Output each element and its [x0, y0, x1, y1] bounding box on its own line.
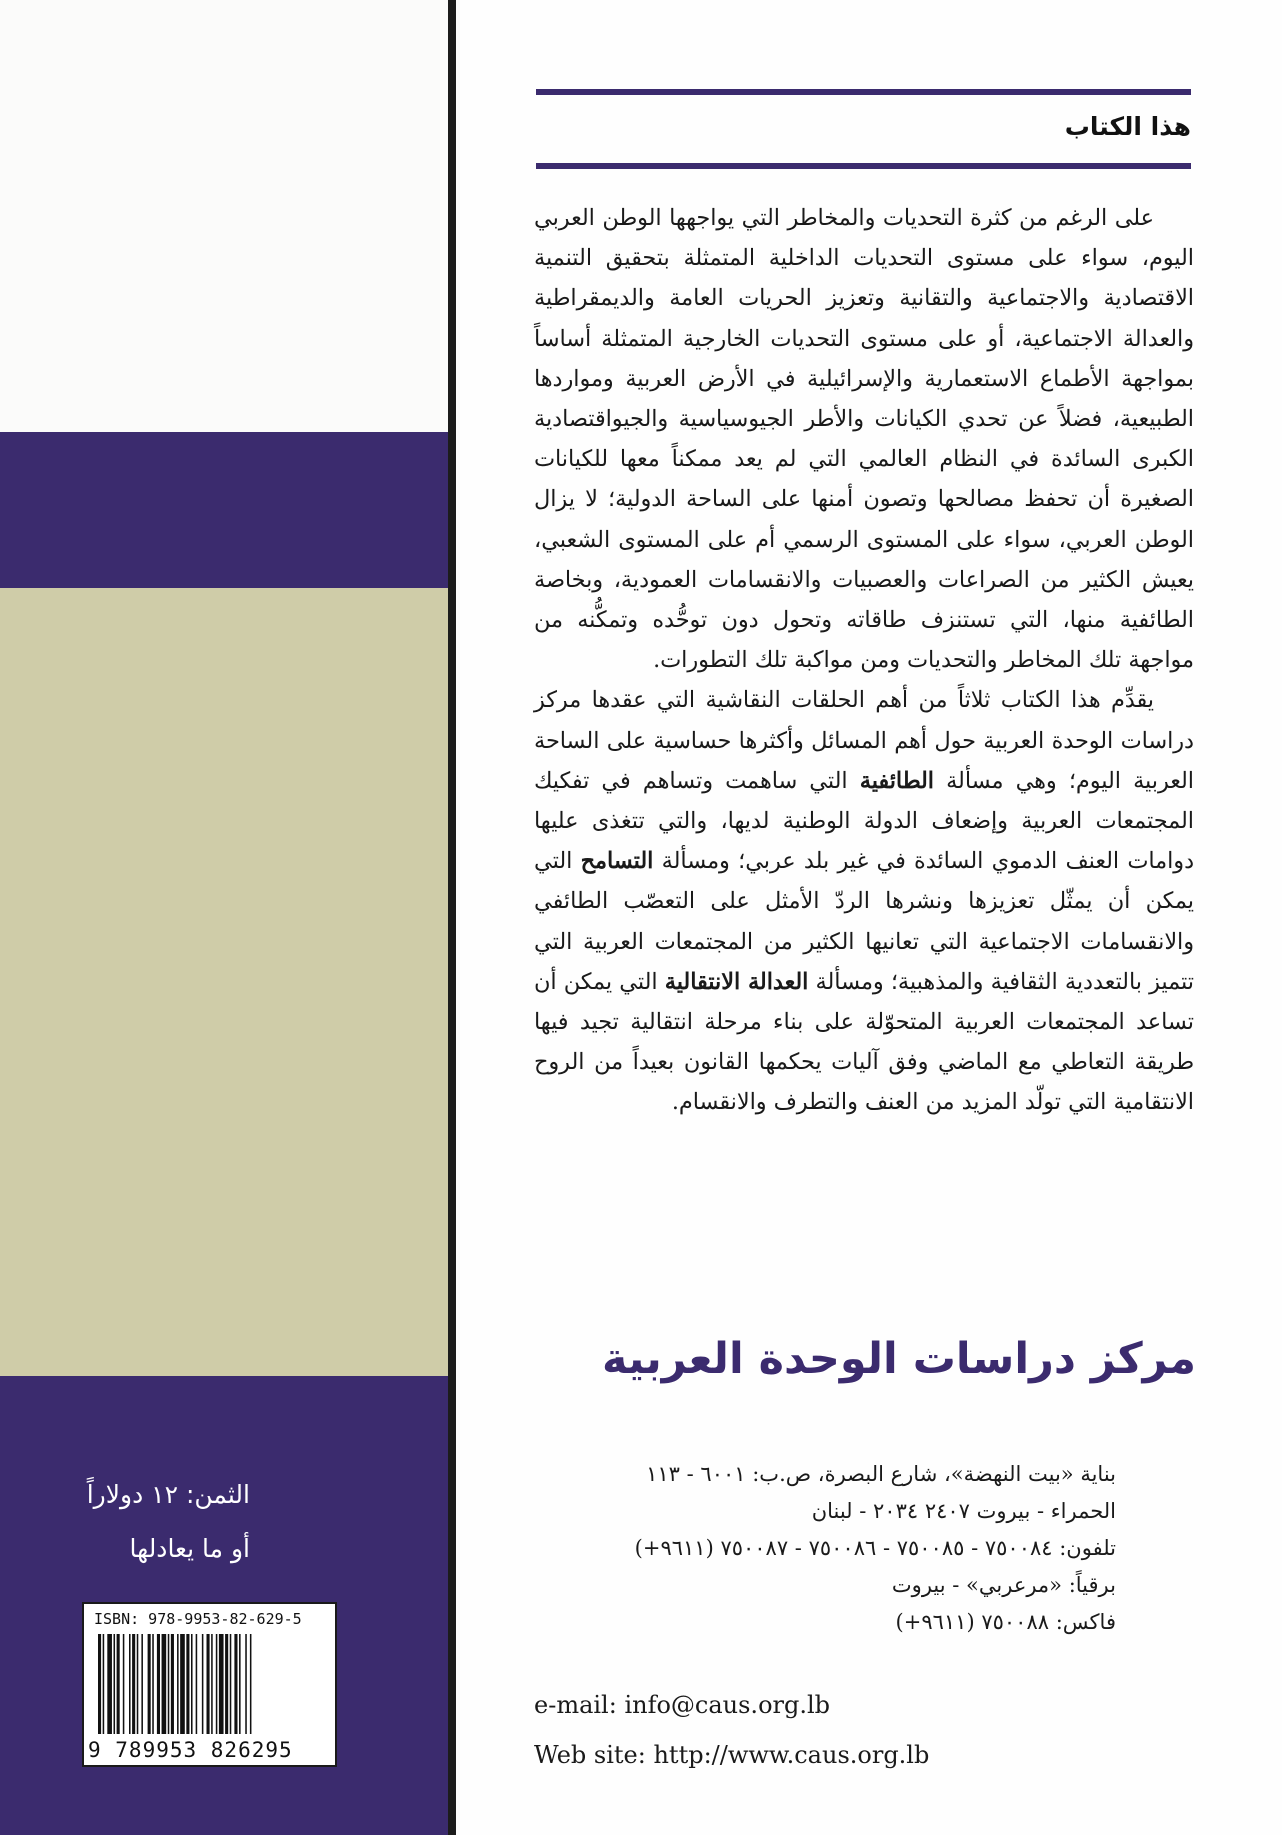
title-rule-top — [536, 89, 1191, 95]
price-info — [20, 1468, 250, 1576]
price-equivalent-line: أو ما يعادلها — [129, 1534, 250, 1563]
term-tolerance: التسامح — [580, 848, 654, 875]
spine-divider — [448, 0, 456, 1835]
title-rule-bottom — [536, 163, 1191, 169]
contact-info — [534, 1680, 929, 1780]
telegram-line: برقياً: «مرعربي» - بيروت — [891, 1573, 1116, 1597]
left-color-panel — [0, 0, 448, 1835]
blurb-paragraph-1: على الرغم من كثرة التحديات والمخاطر التي يواجهها الوطن العربي اليوم، سواء على مستوى التحديات الداخلية المتمثلة بتحقيق التنمية الاقتصادية والاجتماعية والتقانية وتعزيز الحريات العامة والديمقراطية والعدالة الاجتماعية، أو على مستوى التحديات الخارجية المتمثلة أساساً بمواجهة الأطماع الاستعمارية والإسرائيلية في الأرض العربية ومواردها الطبيعية، فضلاً عن تحدي الكيانات والأطر الجيوسياسية والجيواقتصادية الكبرى السائدة في النظام العالمي التي لم يعد ممكناً معها للكيانات الصغيرة أن تحفظ مصالحها وتصون أمنها على الساحة الدولية؛ لا يزال الوطن العربي، سواء على المستوى الرسمي أم على المستوى الشعبي، يعيش الكثير من الصراعات والعصبيات والانقسامات العمودية، وبخاصة الطائفية منها، التي تستنزف طاقاته وتحول دون توحُّده وتمكُّنه من مواجهة تلك المخاطر والتحديات ومن مواكبة تلك التطورات. — [534, 205, 1194, 674]
email-line: e-mail: info@caus.org.lb — [534, 1691, 831, 1719]
term-sectarianism: الطائفية — [859, 767, 934, 794]
blurb-body — [534, 198, 1194, 1123]
paragraph2-text: يقدِّم هذا الكتاب ثلاثاً من أهم الحلقات النقاشية التي عقدها مركز دراسات الوحدة العربية حول أهم المسائل وأكثرها حساسية على الساحة العربية اليوم؛ وهي مسألة — [534, 687, 1195, 794]
color-block-purple-top — [0, 432, 448, 588]
color-block-khaki — [0, 588, 448, 1376]
main-text-panel — [456, 0, 1282, 1835]
paragraph2-text: التي يمكن أن تساعد المجتمعات العربية المتحوّلة على بناء مرحلة انتقالية تجيد فيها طريقة التعاطي مع الماضي وفق آليات يحكمها القانون بعيداً من الروح الانتقامية التي تولّد المزيد من العنف والتطرف والانقسام. — [534, 968, 1194, 1116]
isbn-label: ISBN: 978-9953-82-629-5 — [94, 1610, 302, 1628]
price-line: الثمن: ١٢ دولاراً — [86, 1480, 250, 1509]
section-title: هذا الكتاب — [1064, 112, 1191, 141]
barcode-bars — [98, 1634, 324, 1734]
phone-line: تلفون: ٧٥٠٠٨٤ - ٧٥٠٠٨٥ - ٧٥٠٠٨٦ - ٧٥٠٠٨٧ (٩٦١١+) — [634, 1536, 1116, 1560]
publisher-address — [536, 1456, 1116, 1641]
barcode — [82, 1602, 337, 1767]
address-line: بناية «بيت النهضة»، شارع البصرة، ص.ب: ٦٠٠١ - ١١٣ — [646, 1462, 1116, 1486]
paragraph2-text: التي يمكن أن يمثّل تعزيزها ونشرها الردّ الأمثل على التعصّب الطائفي والانقسامات الاجتماعية التي تعانيها الكثير من المجتمعات العربية التي تتميز بالتعددية الثقافية والمذهبية؛ ومسألة — [534, 848, 1194, 995]
publisher-name: مركز دراسات الوحدة العربية — [602, 1334, 1196, 1384]
address-line: الحمراء - بيروت ٢٤٠٧ ٢٠٣٤ - لبنان — [811, 1499, 1116, 1523]
paragraph2-text: التي ساهمت وتساهم في تفكيك المجتمعات العربية وإضعاف الدولة الوطنية لديها، والتي تتغذى عليها دوامات العنف الدموي السائدة في غير بلد عربي؛ ومسألة — [534, 767, 1194, 875]
blurb-paragraph-2 — [534, 680, 1194, 1122]
website-line: Web site: http://www.caus.org.lb — [534, 1741, 930, 1769]
color-block-white — [0, 0, 448, 432]
term-transitional-justice: العدالة الانتقالية — [664, 968, 809, 995]
barcode-digits: 9 789953 826295 — [88, 1738, 293, 1762]
fax-line: فاكس: ٧٥٠٠٨٨ (٩٦١١+) — [895, 1610, 1116, 1634]
